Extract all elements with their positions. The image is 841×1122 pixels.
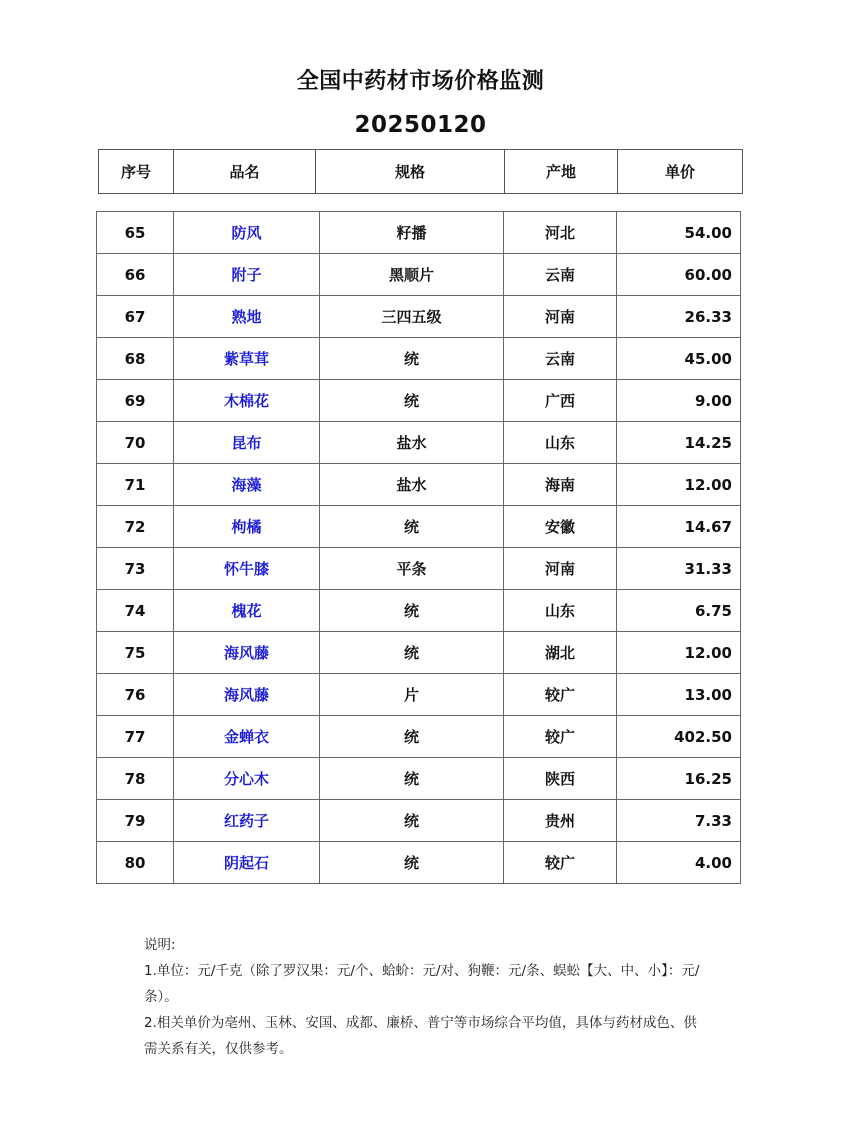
cell-spec: 片 xyxy=(320,674,504,716)
cell-price: 12.00 xyxy=(617,632,741,674)
cell-origin: 河南 xyxy=(504,548,617,590)
cell-origin: 山东 xyxy=(504,422,617,464)
table-row xyxy=(97,632,741,674)
report-date: 20250120 xyxy=(354,112,487,138)
cell-origin: 海南 xyxy=(504,464,617,506)
header-name: 品名 xyxy=(174,150,316,194)
cell-spec: 盐水 xyxy=(320,464,504,506)
header-price: 单价 xyxy=(618,150,743,194)
cell-no: 71 xyxy=(97,464,174,506)
cell-price: 12.00 xyxy=(617,464,741,506)
cell-name[interactable]: 海风藤 xyxy=(174,674,320,716)
cell-name[interactable]: 海藻 xyxy=(174,464,320,506)
cell-spec: 统 xyxy=(320,758,504,800)
cell-name[interactable]: 海风藤 xyxy=(174,632,320,674)
cell-spec: 平条 xyxy=(320,548,504,590)
cell-no: 66 xyxy=(97,254,174,296)
cell-origin: 河北 xyxy=(504,212,617,254)
header-spec: 规格 xyxy=(316,150,505,194)
cell-price: 4.00 xyxy=(617,842,741,884)
cell-price: 14.67 xyxy=(617,506,741,548)
cell-price: 45.00 xyxy=(617,338,741,380)
cell-origin: 陕西 xyxy=(504,758,617,800)
cell-name[interactable]: 附子 xyxy=(174,254,320,296)
cell-spec: 统 xyxy=(320,800,504,842)
cell-no: 69 xyxy=(97,380,174,422)
cell-price: 60.00 xyxy=(617,254,741,296)
cell-price: 16.25 xyxy=(617,758,741,800)
cell-price: 14.25 xyxy=(617,422,741,464)
cell-name[interactable]: 木棉花 xyxy=(174,380,320,422)
page-title: 全国中药材市场价格监测 xyxy=(296,69,545,94)
notes-line-2: 2.相关单价为亳州、玉林、安国、成都、廉桥、普宁等市场综合平均值，具体与药材成色、供需关系有关，仅供参考。 xyxy=(144,1015,697,1057)
table-row xyxy=(97,464,741,506)
cell-spec: 统 xyxy=(320,842,504,884)
cell-spec: 统 xyxy=(320,338,504,380)
cell-no: 65 xyxy=(97,212,174,254)
cell-spec: 统 xyxy=(320,590,504,632)
cell-price: 13.00 xyxy=(617,674,741,716)
cell-spec: 籽播 xyxy=(320,212,504,254)
table-row xyxy=(97,716,741,758)
cell-no: 74 xyxy=(97,590,174,632)
cell-spec: 统 xyxy=(320,632,504,674)
cell-no: 72 xyxy=(97,506,174,548)
cell-name[interactable]: 金蝉衣 xyxy=(174,716,320,758)
table-row xyxy=(97,842,741,884)
cell-origin: 山东 xyxy=(504,590,617,632)
notes-line-1: 1.单位：元/千克（除了罗汉果：元/个、蛤蚧：元/对、狗鞭：元/条、蜈蚣【大、中、小】：元/条）。 xyxy=(144,963,700,1005)
header-no: 序号 xyxy=(99,150,174,194)
table-row xyxy=(97,590,741,632)
cell-origin: 安徽 xyxy=(504,506,617,548)
cell-no: 78 xyxy=(97,758,174,800)
header-row xyxy=(99,150,743,194)
cell-price: 26.33 xyxy=(617,296,741,338)
cell-price: 6.75 xyxy=(617,590,741,632)
cell-name[interactable]: 熟地 xyxy=(174,296,320,338)
cell-origin: 较广 xyxy=(504,716,617,758)
cell-name[interactable]: 阴起石 xyxy=(174,842,320,884)
cell-price: 402.50 xyxy=(617,716,741,758)
cell-no: 67 xyxy=(97,296,174,338)
table-row xyxy=(97,548,741,590)
cell-origin: 贵州 xyxy=(504,800,617,842)
table-row xyxy=(97,758,741,800)
header-origin: 产地 xyxy=(505,150,618,194)
cell-spec: 盐水 xyxy=(320,422,504,464)
cell-origin: 广西 xyxy=(504,380,617,422)
price-table xyxy=(96,211,741,884)
cell-origin: 河南 xyxy=(504,296,617,338)
table-row xyxy=(97,800,741,842)
cell-name[interactable]: 枸橘 xyxy=(174,506,320,548)
cell-spec: 黑顺片 xyxy=(320,254,504,296)
cell-origin: 云南 xyxy=(504,254,617,296)
cell-spec: 三四五级 xyxy=(320,296,504,338)
table-row xyxy=(97,674,741,716)
notes xyxy=(144,932,704,1062)
cell-no: 76 xyxy=(97,674,174,716)
table-row xyxy=(97,212,741,254)
table-row xyxy=(97,338,741,380)
table-header xyxy=(98,149,743,194)
cell-no: 75 xyxy=(97,632,174,674)
cell-origin: 云南 xyxy=(504,338,617,380)
cell-spec: 统 xyxy=(320,716,504,758)
cell-name[interactable]: 紫草茸 xyxy=(174,338,320,380)
cell-no: 70 xyxy=(97,422,174,464)
table-row xyxy=(97,380,741,422)
cell-spec: 统 xyxy=(320,380,504,422)
cell-origin: 较广 xyxy=(504,674,617,716)
cell-name[interactable]: 怀牛膝 xyxy=(174,548,320,590)
table-row xyxy=(97,296,741,338)
cell-no: 68 xyxy=(97,338,174,380)
cell-no: 79 xyxy=(97,800,174,842)
cell-name[interactable]: 昆布 xyxy=(174,422,320,464)
cell-price: 54.00 xyxy=(617,212,741,254)
cell-name[interactable]: 分心木 xyxy=(174,758,320,800)
cell-spec: 统 xyxy=(320,506,504,548)
cell-name[interactable]: 防风 xyxy=(174,212,320,254)
table-row xyxy=(97,506,741,548)
cell-origin: 湖北 xyxy=(504,632,617,674)
cell-no: 77 xyxy=(97,716,174,758)
notes-heading: 说明: xyxy=(144,937,176,953)
cell-origin: 较广 xyxy=(504,842,617,884)
cell-name[interactable]: 红药子 xyxy=(174,800,320,842)
cell-no: 80 xyxy=(97,842,174,884)
table-row xyxy=(97,254,741,296)
cell-price: 9.00 xyxy=(617,380,741,422)
cell-no: 73 xyxy=(97,548,174,590)
cell-price: 31.33 xyxy=(617,548,741,590)
table-row xyxy=(97,422,741,464)
cell-price: 7.33 xyxy=(617,800,741,842)
cell-name[interactable]: 槐花 xyxy=(174,590,320,632)
